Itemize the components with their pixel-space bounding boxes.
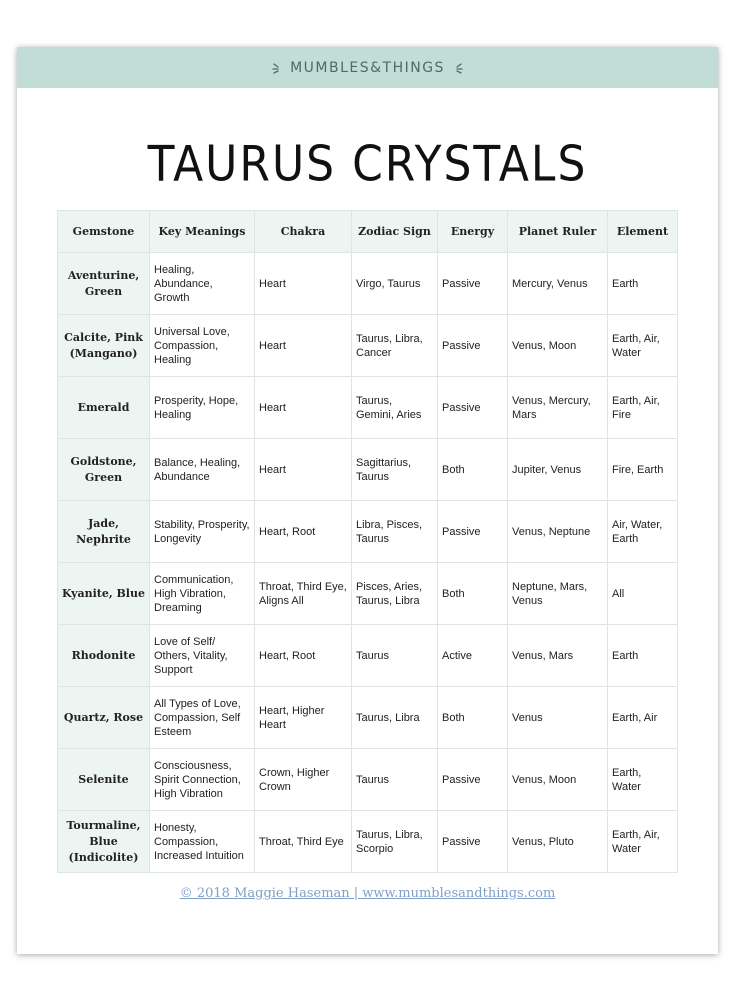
zodiac-sign-cell: Sagittarius, Taurus (352, 439, 438, 501)
gemstone-cell: Quartz, Rose (58, 687, 150, 749)
zodiac-sign-cell: Taurus, Libra, Cancer (352, 315, 438, 377)
column-header: Element (608, 211, 678, 253)
zodiac-sign-cell: Pisces, Aries, Taurus, Libra (352, 563, 438, 625)
zodiac-sign-cell: Libra, Pisces, Taurus (352, 501, 438, 563)
element-cell: All (608, 563, 678, 625)
chakra-cell: Heart, Higher Heart (255, 687, 352, 749)
planet-ruler-cell: Venus, Pluto (508, 811, 608, 873)
element-cell: Earth, Air, Water (608, 811, 678, 873)
gemstone-cell: Emerald (58, 377, 150, 439)
chakra-cell: Throat, Third Eye (255, 811, 352, 873)
brand-banner (17, 47, 718, 88)
planet-ruler-cell: Venus, Moon (508, 749, 608, 811)
column-header: Planet Ruler (508, 211, 608, 253)
element-cell: Earth (608, 625, 678, 687)
element-cell: Earth, Air (608, 687, 678, 749)
zodiac-sign-cell: Taurus (352, 625, 438, 687)
brand-name: MUMBLES&THINGS (290, 59, 445, 76)
planet-ruler-cell: Venus, Neptune (508, 501, 608, 563)
gemstone-cell: Goldstone, Green (58, 439, 150, 501)
table-row (58, 253, 678, 315)
element-cell: Air, Water, Earth (608, 501, 678, 563)
table-row (58, 377, 678, 439)
zodiac-sign-cell: Taurus (352, 749, 438, 811)
element-cell: Earth, Water (608, 749, 678, 811)
energy-cell: Passive (438, 377, 508, 439)
gemstone-cell: Jade, Nephrite (58, 501, 150, 563)
table-body (58, 253, 678, 873)
table-row (58, 563, 678, 625)
table-row (58, 439, 678, 501)
element-cell: Fire, Earth (608, 439, 678, 501)
planet-ruler-cell: Jupiter, Venus (508, 439, 608, 501)
key-meanings-cell: Honesty, Compassion, Increased Intuition (150, 811, 255, 873)
energy-cell: Passive (438, 749, 508, 811)
key-meanings-cell: Consciousness, Spirit Connection, High Vibration (150, 749, 255, 811)
zodiac-sign-cell: Taurus, Gemini, Aries (352, 377, 438, 439)
energy-cell: Passive (438, 501, 508, 563)
energy-cell: Passive (438, 315, 508, 377)
table-row (58, 749, 678, 811)
table-row (58, 625, 678, 687)
sparkle-left-icon (272, 62, 284, 74)
key-meanings-cell: Prosperity, Hope, Healing (150, 377, 255, 439)
table-row (58, 501, 678, 563)
column-header: Zodiac Sign (352, 211, 438, 253)
planet-ruler-cell: Venus, Moon (508, 315, 608, 377)
energy-cell: Both (438, 439, 508, 501)
zodiac-sign-cell: Virgo, Taurus (352, 253, 438, 315)
gemstone-cell: Tourmaline, Blue (Indicolite) (58, 811, 150, 873)
planet-ruler-cell: Venus, Mars (508, 625, 608, 687)
crystals-table (57, 210, 678, 873)
page-title: TAURUS CRYSTALS (147, 135, 588, 194)
table-row (58, 687, 678, 749)
planet-ruler-cell: Neptune, Mars, Venus (508, 563, 608, 625)
key-meanings-cell: Stability, Prosperity, Longevity (150, 501, 255, 563)
element-cell: Earth, Air, Water (608, 315, 678, 377)
element-cell: Earth, Air, Fire (608, 377, 678, 439)
chakra-cell: Heart (255, 315, 352, 377)
chakra-cell: Crown, Higher Crown (255, 749, 352, 811)
gemstone-cell: Calcite, Pink (Mangano) (58, 315, 150, 377)
zodiac-sign-cell: Taurus, Libra, Scorpio (352, 811, 438, 873)
brand-logo (272, 60, 463, 76)
planet-ruler-cell: Venus (508, 687, 608, 749)
energy-cell: Both (438, 563, 508, 625)
key-meanings-cell: All Types of Love, Compassion, Self Esteem (150, 687, 255, 749)
sparkle-right-icon (451, 62, 463, 74)
key-meanings-cell: Balance, Healing, Abundance (150, 439, 255, 501)
gemstone-cell: Selenite (58, 749, 150, 811)
zodiac-sign-cell: Taurus, Libra (352, 687, 438, 749)
key-meanings-cell: Healing, Abundance, Growth (150, 253, 255, 315)
key-meanings-cell: Love of Self/ Others, Vitality, Support (150, 625, 255, 687)
planet-ruler-cell: Venus, Mercury, Mars (508, 377, 608, 439)
energy-cell: Both (438, 687, 508, 749)
column-header: Energy (438, 211, 508, 253)
chakra-cell: Heart (255, 253, 352, 315)
footer-link[interactable]: © 2018 Maggie Haseman | www.mumblesandthings.com (179, 886, 556, 901)
column-header: Key Meanings (150, 211, 255, 253)
table-row (58, 315, 678, 377)
column-header: Chakra (255, 211, 352, 253)
table-header (58, 211, 678, 253)
chakra-cell: Throat, Third Eye, Aligns All (255, 563, 352, 625)
table-row (58, 811, 678, 873)
key-meanings-cell: Communication, High Vibration, Dreaming (150, 563, 255, 625)
energy-cell: Passive (438, 811, 508, 873)
energy-cell: Active (438, 625, 508, 687)
element-cell: Earth (608, 253, 678, 315)
header-row (58, 211, 678, 253)
chakra-cell: Heart, Root (255, 501, 352, 563)
planet-ruler-cell: Mercury, Venus (508, 253, 608, 315)
gemstone-cell: Kyanite, Blue (58, 563, 150, 625)
chakra-cell: Heart (255, 439, 352, 501)
gemstone-cell: Aventurine, Green (58, 253, 150, 315)
gemstone-cell: Rhodonite (58, 625, 150, 687)
key-meanings-cell: Universal Love, Compassion, Healing (150, 315, 255, 377)
column-header: Gemstone (58, 211, 150, 253)
chakra-cell: Heart (255, 377, 352, 439)
chakra-cell: Heart, Root (255, 625, 352, 687)
energy-cell: Passive (438, 253, 508, 315)
document-page (17, 47, 718, 954)
